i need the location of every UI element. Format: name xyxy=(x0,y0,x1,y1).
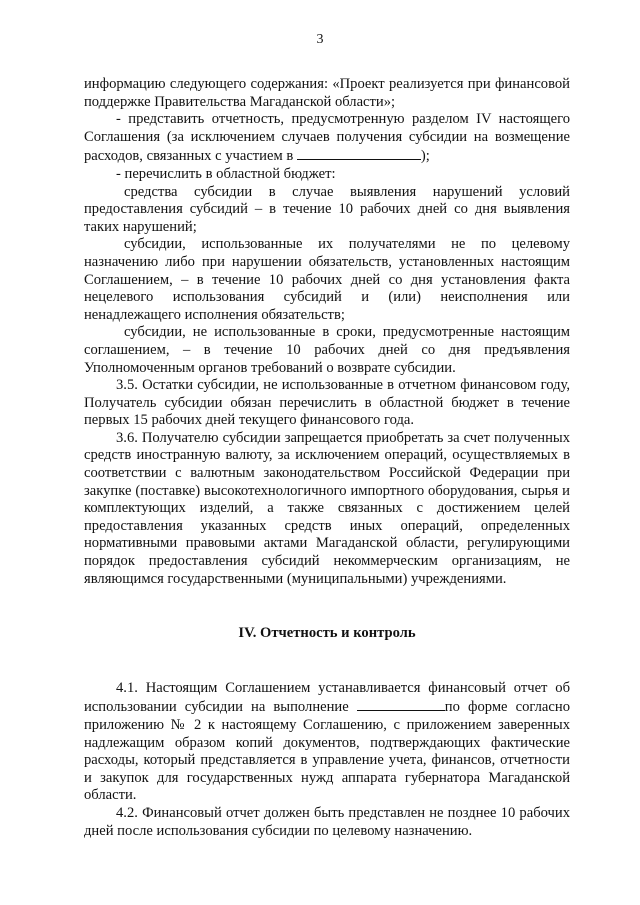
paragraph-info-text: информацию следующего содержания: «Проект реализуется при финансовой поддержке Правительства Магаданской области»; xyxy=(84,76,570,110)
paragraph-transfer: - перечислить в областной бюджет: xyxy=(116,165,336,182)
paragraph-reporting-text: - представить отчетность, предусмотренную разделом IV настоящего Соглашения (за исключением случаев получения субсидии на возмещение расходов, связанных с участием в xyxy=(84,111,570,165)
paragraph-3-6: 3.6. Получателю субсидии запрещается приобретать за счет полученных средств иностранную валюту, за исключением операций, осуществляемых в соответствии с валютным законодательством Российской Федерации при закупке (поставке) высокотехнологичного импортного оборудования, сырья и комплектующих изделий, а также связанных с достижением целей предоставления указанных средств иных операций, определенных нормативными правовыми актами Магаданской области, регулирующими порядок предоставления субсидий некоммерческим организациям, не являющимся государственными (муниципальными) учреждениями. xyxy=(84,429,570,587)
paragraph-4-2: 4.2. Финансовый отчет должен быть представлен не позднее 10 рабочих дней после использования субсидии по целевому назначению. xyxy=(84,804,570,839)
blank-line xyxy=(357,697,445,711)
blank-line xyxy=(297,146,421,160)
paragraph-violations: средства субсидии в случае выявления нарушений условий предоставления субсидий – в течение 10 рабочих дней со дня выявления таких нарушений; xyxy=(84,183,570,235)
paragraph-3-5: 3.5. Остатки субсидии, не использованные в отчетном финансовом году, Получатель субсидии обязан перечислить в областной бюджет в течение первых 15 рабочих дней текущего финансового года. xyxy=(84,377,570,429)
section-heading: IV. Отчетность и контроль xyxy=(238,625,416,642)
paragraph-reporting xyxy=(84,111,570,166)
page-number: 3 xyxy=(316,32,324,47)
paragraph-reporting-end: ); xyxy=(420,148,430,165)
paragraph-4-1-text: 4.1. Настоящим Соглашением устанавливается финансовый отчет об использовании субсидии на выполнение xyxy=(84,679,570,716)
document-body xyxy=(84,76,570,840)
paragraph-4-1-rest: по форме согласно приложению № 2 к настоящему Соглашению, с приложением заверенных надлежащим образом копий документов, подтверждающих фактические расходы, который представляется в управление учета, финансов, отчетности и закупок для государственных нужд аппарата губернатора Магаданской области. xyxy=(84,699,570,804)
paragraph-misuse: субсидии, использованные их получателями не по целевому назначению либо при нарушении обязательств, установленных настоящим Соглашением, – в течение 10 рабочих дней со дня установления факта нецелевого использования субсидий и (или) неисполнения или ненадлежащего исполнения обязательств; xyxy=(84,236,570,323)
paragraph-unused: субсидии, не использованные в сроки, предусмотренные настоящим соглашением, – в течение 10 рабочих дней со дня предъявления Уполномоченным органов требований о возврате субсидии. xyxy=(84,324,570,376)
paragraph-4-1 xyxy=(84,680,570,805)
